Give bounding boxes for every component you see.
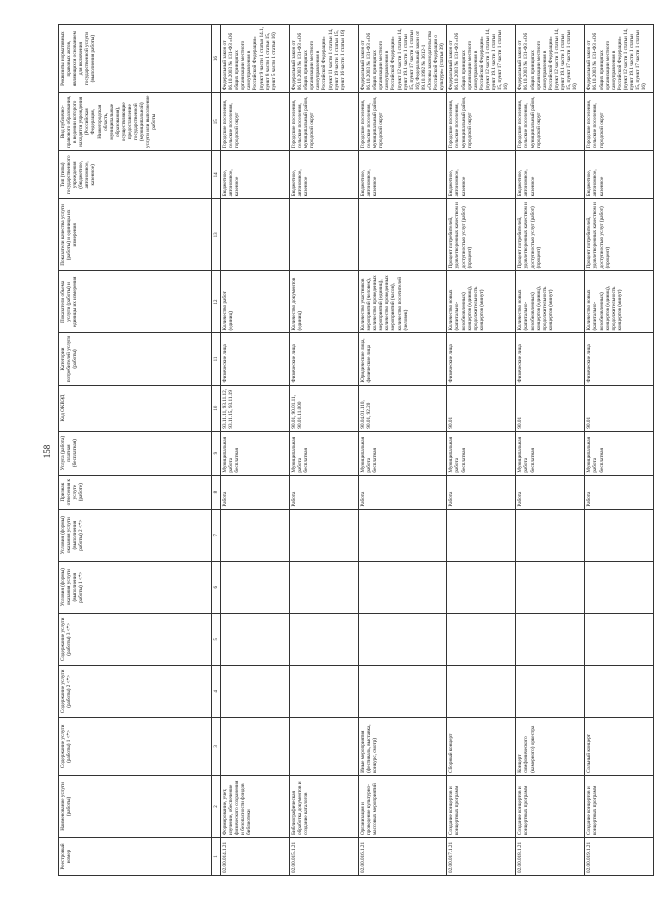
header-row	[59, 25, 212, 876]
column-header: Признак отнесения к услуге (работе)	[59, 475, 212, 509]
table-cell	[447, 509, 516, 561]
table-cell	[447, 613, 516, 665]
table-row	[585, 25, 654, 876]
table-cell: Бюджетное, автономное, казенное	[221, 151, 290, 199]
table-cell: 90.01	[447, 385, 516, 431]
table-cell	[221, 613, 290, 665]
column-number: 8	[212, 475, 221, 509]
table-cell: Муниципальная работа бесплатная	[585, 431, 654, 475]
table-cell: 02.00.016.1.21	[359, 837, 447, 875]
table-cell	[447, 561, 516, 613]
table-cell	[221, 665, 290, 717]
table-cell	[359, 665, 447, 717]
table-cell: Бюджетное, автономное, казенное	[290, 151, 359, 199]
table-cell: Процент потребителей, удовлетворенных качеством и доступностью услуг (работ) (процент)	[585, 199, 654, 271]
column-header: Код ОКВЭД	[59, 385, 212, 431]
column-number: 5	[212, 613, 221, 665]
table-cell: Муниципальная работа бесплатная	[221, 431, 290, 475]
table-cell: Бюджетное, автономное, казенное	[516, 151, 585, 199]
table-cell: Городские поселения, сельские поселения, муниципальный район, городской округ	[359, 93, 447, 151]
table-cell: Работа	[290, 475, 359, 509]
table-cell	[359, 613, 447, 665]
table-cell: Процент потребителей, удовлетворенных качеством и доступностью услуг (работ) (процент)	[447, 199, 516, 271]
table-cell: 02.00.017.1.21	[447, 837, 516, 875]
table-cell: Муниципальная работа бесплатная	[359, 431, 447, 475]
table-cell	[290, 509, 359, 561]
table-cell	[359, 509, 447, 561]
table-cell: Работа	[359, 475, 447, 509]
table-row	[359, 25, 447, 876]
table-cell	[359, 199, 447, 271]
table-cell	[221, 717, 290, 775]
column-number: 16	[212, 25, 221, 93]
table-cell	[221, 561, 290, 613]
table-cell: 90.01	[585, 385, 654, 431]
table-cell: Юридические лица, физические лица	[359, 333, 447, 385]
column-number: 13	[212, 199, 221, 271]
table-cell	[221, 509, 290, 561]
table-cell: Бюджетное, автономное, казенное	[447, 151, 516, 199]
table-cell: Количество работ (единиц)	[221, 271, 290, 333]
table-cell: 90.01	[516, 385, 585, 431]
table-cell: 90.01, 90.01.11, 90.01.11.000	[290, 385, 359, 431]
table-cell: Муниципальная работа бесплатная	[516, 431, 585, 475]
table-cell: 93.11.11, 93.11.12, 93.11.15, 93.11.19	[221, 385, 290, 431]
table-cell: Работа	[221, 475, 290, 509]
table-cell: Муниципальная работа бесплатная	[290, 431, 359, 475]
table-cell: Количество новых (капитально-возобновленных) концертов (единиц), продолжительность концертов (минут)	[516, 271, 585, 333]
table-cell: Сборный концерт	[447, 717, 516, 775]
table-cell: Физические лица	[290, 333, 359, 385]
column-number: 3	[212, 717, 221, 775]
table-cell	[585, 665, 654, 717]
table-cell: Концерт симфонического (камерного) оркестра	[516, 717, 585, 775]
column-number: 1	[212, 837, 221, 875]
column-header: Содержание услуги (работы) 1 <*>	[59, 717, 212, 775]
table-cell: Федеральный закон от 06.10.2003 № 131-ФЗ «Об общих принципах организации местного самоуправления в Российской Федерации» (пункт 12 части 1 статьи 14, пункт 19.1 части 1 статьи 15, пункт 17 части 1 статьи 16); Федеральный закон от 09.10.1992 № 3612-1 «Основы законодательства Российской Федерации о культуре» (статья 39)	[359, 25, 447, 93]
table-cell: Федеральный закон от 06.10.2003 № 131-ФЗ «Об общих принципах организации местного самоуправления в Российской Федерации» (пункт 12 части 1 статьи 14, пункт 19.1 части 1 статьи 15, пункт 17 части 1 статьи 16)	[585, 25, 654, 93]
table-cell: Федеральный закон от 06.10.2003 № 131-ФЗ «Об общих принципах организации местного самоуправления в Российской Федерации» (пункт 12 части 1 статьи 14, пункт 19.1 части 1 статьи 15, пункт 17 части 1 статьи 16)	[516, 25, 585, 93]
table-cell	[516, 509, 585, 561]
column-header: Услуга (работа) платная (бесплатная)	[59, 431, 212, 475]
column-header: Категории потребителей услуги (работы)	[59, 333, 212, 385]
services-registry-table	[58, 24, 654, 876]
table-cell	[359, 561, 447, 613]
table-cell: Физические лица	[221, 333, 290, 385]
table-cell: Городские поселения, сельские поселения, городской округ	[221, 93, 290, 151]
table-cell: Количество документов (единиц)	[290, 271, 359, 333]
table-cell: 90.04.01.110, 90.01, 92.20	[359, 385, 447, 431]
column-number: 11	[212, 333, 221, 385]
column-header: Показатели объема услуги (работы) и единицы их измерения	[59, 271, 212, 333]
column-header: Показатели качества услуги (работы) и единицы их измерения	[59, 199, 212, 271]
table-cell	[585, 613, 654, 665]
column-header: Вид публично-правового образования, в ведении которого находятся учреждения (Российская Федерация, Нижегородская область, муниципальные образования), осуществляющие предоставление государственной (муниципальной) услуги или выполнение работы	[59, 93, 212, 151]
table-cell: Федеральный закон от 06.10.2003 № 131-ФЗ «Об общих принципах организации местного самоуправления в Российской Федерации» (пункт 11 части 1 статьи 14, пункт 19 части 1 статьи 15, пункт 16 части 1 статьи 16)	[290, 25, 359, 93]
table-cell: Бюджетное, автономное, казенное	[585, 151, 654, 199]
column-header: Реестровый номер	[59, 837, 212, 875]
table-cell	[585, 509, 654, 561]
page-number: 158	[42, 444, 52, 459]
table-cell	[290, 665, 359, 717]
table-row	[447, 25, 516, 876]
table-row	[290, 25, 359, 876]
column-number: 10	[212, 385, 221, 431]
column-number: 6	[212, 561, 221, 613]
table-cell: Библиографическая обработка документов и создание каталогов	[290, 775, 359, 837]
table-cell: Физические лица	[447, 333, 516, 385]
table-cell: Формирование, учет, изучение, обеспечение физического сохранения и безопасности фондов библиотеки	[221, 775, 290, 837]
column-number: 7	[212, 509, 221, 561]
table-cell: Создание концертов и концертных программ	[516, 775, 585, 837]
table-cell: 02.00.018.1.21	[516, 837, 585, 875]
table-cell: Сольный концерт	[585, 717, 654, 775]
table-cell: Городские поселения, сельские поселения, муниципальный район, городской округ	[516, 93, 585, 151]
column-header: Содержание услуги (работы) 2 <*>	[59, 665, 212, 717]
table-cell	[290, 613, 359, 665]
table-cell: Бюджетное, автономное, казенное	[359, 151, 447, 199]
table-cell: Процент потребителей, удовлетворенных качеством и доступностью услуг (работ) (процент)	[516, 199, 585, 271]
column-header: Содержание услуги (работы) 3 <*>	[59, 613, 212, 665]
column-number-row	[212, 25, 221, 876]
table-cell	[585, 561, 654, 613]
table-cell	[516, 665, 585, 717]
table-cell: Работа	[516, 475, 585, 509]
column-number: 15	[212, 93, 221, 151]
table-cell: Количество новых (капитально-возобновленных) концертов (единиц), продолжительность концертов (минут)	[447, 271, 516, 333]
table-cell	[290, 717, 359, 775]
column-header: Реквизиты нормативных правовых актов, являющихся основанием для включения государственной услуги (выполнения работы)	[59, 25, 212, 93]
table-cell: Создание концертов и концертных программ	[585, 775, 654, 837]
table-cell	[447, 665, 516, 717]
table-cell	[516, 613, 585, 665]
table-cell: Муниципальная работа бесплатная	[447, 431, 516, 475]
table-cell: Создание концертов и концертных программ	[447, 775, 516, 837]
column-number: 14	[212, 151, 221, 199]
column-header: Тип (типы) государственного учреждения (бюджетное, автономное, казенное)	[59, 151, 212, 199]
table-cell	[290, 561, 359, 613]
table-cell	[221, 199, 290, 271]
column-number: 9	[212, 431, 221, 475]
table-cell: Работа	[585, 475, 654, 509]
column-number: 12	[212, 271, 221, 333]
table-row	[516, 25, 585, 876]
table-cell	[516, 561, 585, 613]
table-cell: Иные мероприятия (фестиваль, выставка, конкурс, смотр)	[359, 717, 447, 775]
table-cell	[290, 199, 359, 271]
table-row	[221, 25, 290, 876]
table-cell: Количество новых (капитально-возобновленных) концертов (единиц), продолжительность концертов (минут)	[585, 271, 654, 333]
table-cell: Городские поселения, сельские поселения, муниципальный район, городской округ	[447, 93, 516, 151]
table-cell: Физические лица	[516, 333, 585, 385]
table-cell: Федеральный закон от 06.10.2003 № 131-ФЗ «Об общих принципах организации местного самоуправления в Российской Федерации» (пункт 12 части 1 статьи 14, пункт 19.1 части 1 статьи 15, пункт 17 части 1 статьи 16)	[447, 25, 516, 93]
table-cell: Количество участников мероприятий (человек), количество проведенных мероприятий (единиц), количество проведенных мероприятий (часов), количество посетителей (человек)	[359, 271, 447, 333]
table-cell: Городские поселения, сельские поселения, муниципальный район, городской округ	[290, 93, 359, 151]
table-cell: Городские поселения, сельские поселения, городской округ	[585, 93, 654, 151]
table-cell: Работа	[447, 475, 516, 509]
column-header: Наименование услуги (работы)	[59, 775, 212, 837]
table-cell: Организация и проведение культурно-массовых мероприятий	[359, 775, 447, 837]
column-number: 4	[212, 665, 221, 717]
column-number: 2	[212, 775, 221, 837]
column-header: Условия (формы) оказания услуги (выполнения работы) 2 <*>	[59, 509, 212, 561]
column-header: Условия (формы) оказания услуги (выполнения работы) 1 <*>	[59, 561, 212, 613]
table-cell: Физические лица	[585, 333, 654, 385]
table-cell: Федеральный закон от 06.10.2003 № 131-ФЗ «Об общих принципах организации местного самоуправления в Российской Федерации» (пункт 9 части 1 статьи 14.1, пункт 8 части 1 статьи 15, пункт 5 части 1 статьи 16)	[221, 25, 290, 93]
table-cell: 02.00.019.1.21	[585, 837, 654, 875]
table-cell: 02.00.014.1.21	[221, 837, 290, 875]
table-cell: 02.00.015.1.21	[290, 837, 359, 875]
